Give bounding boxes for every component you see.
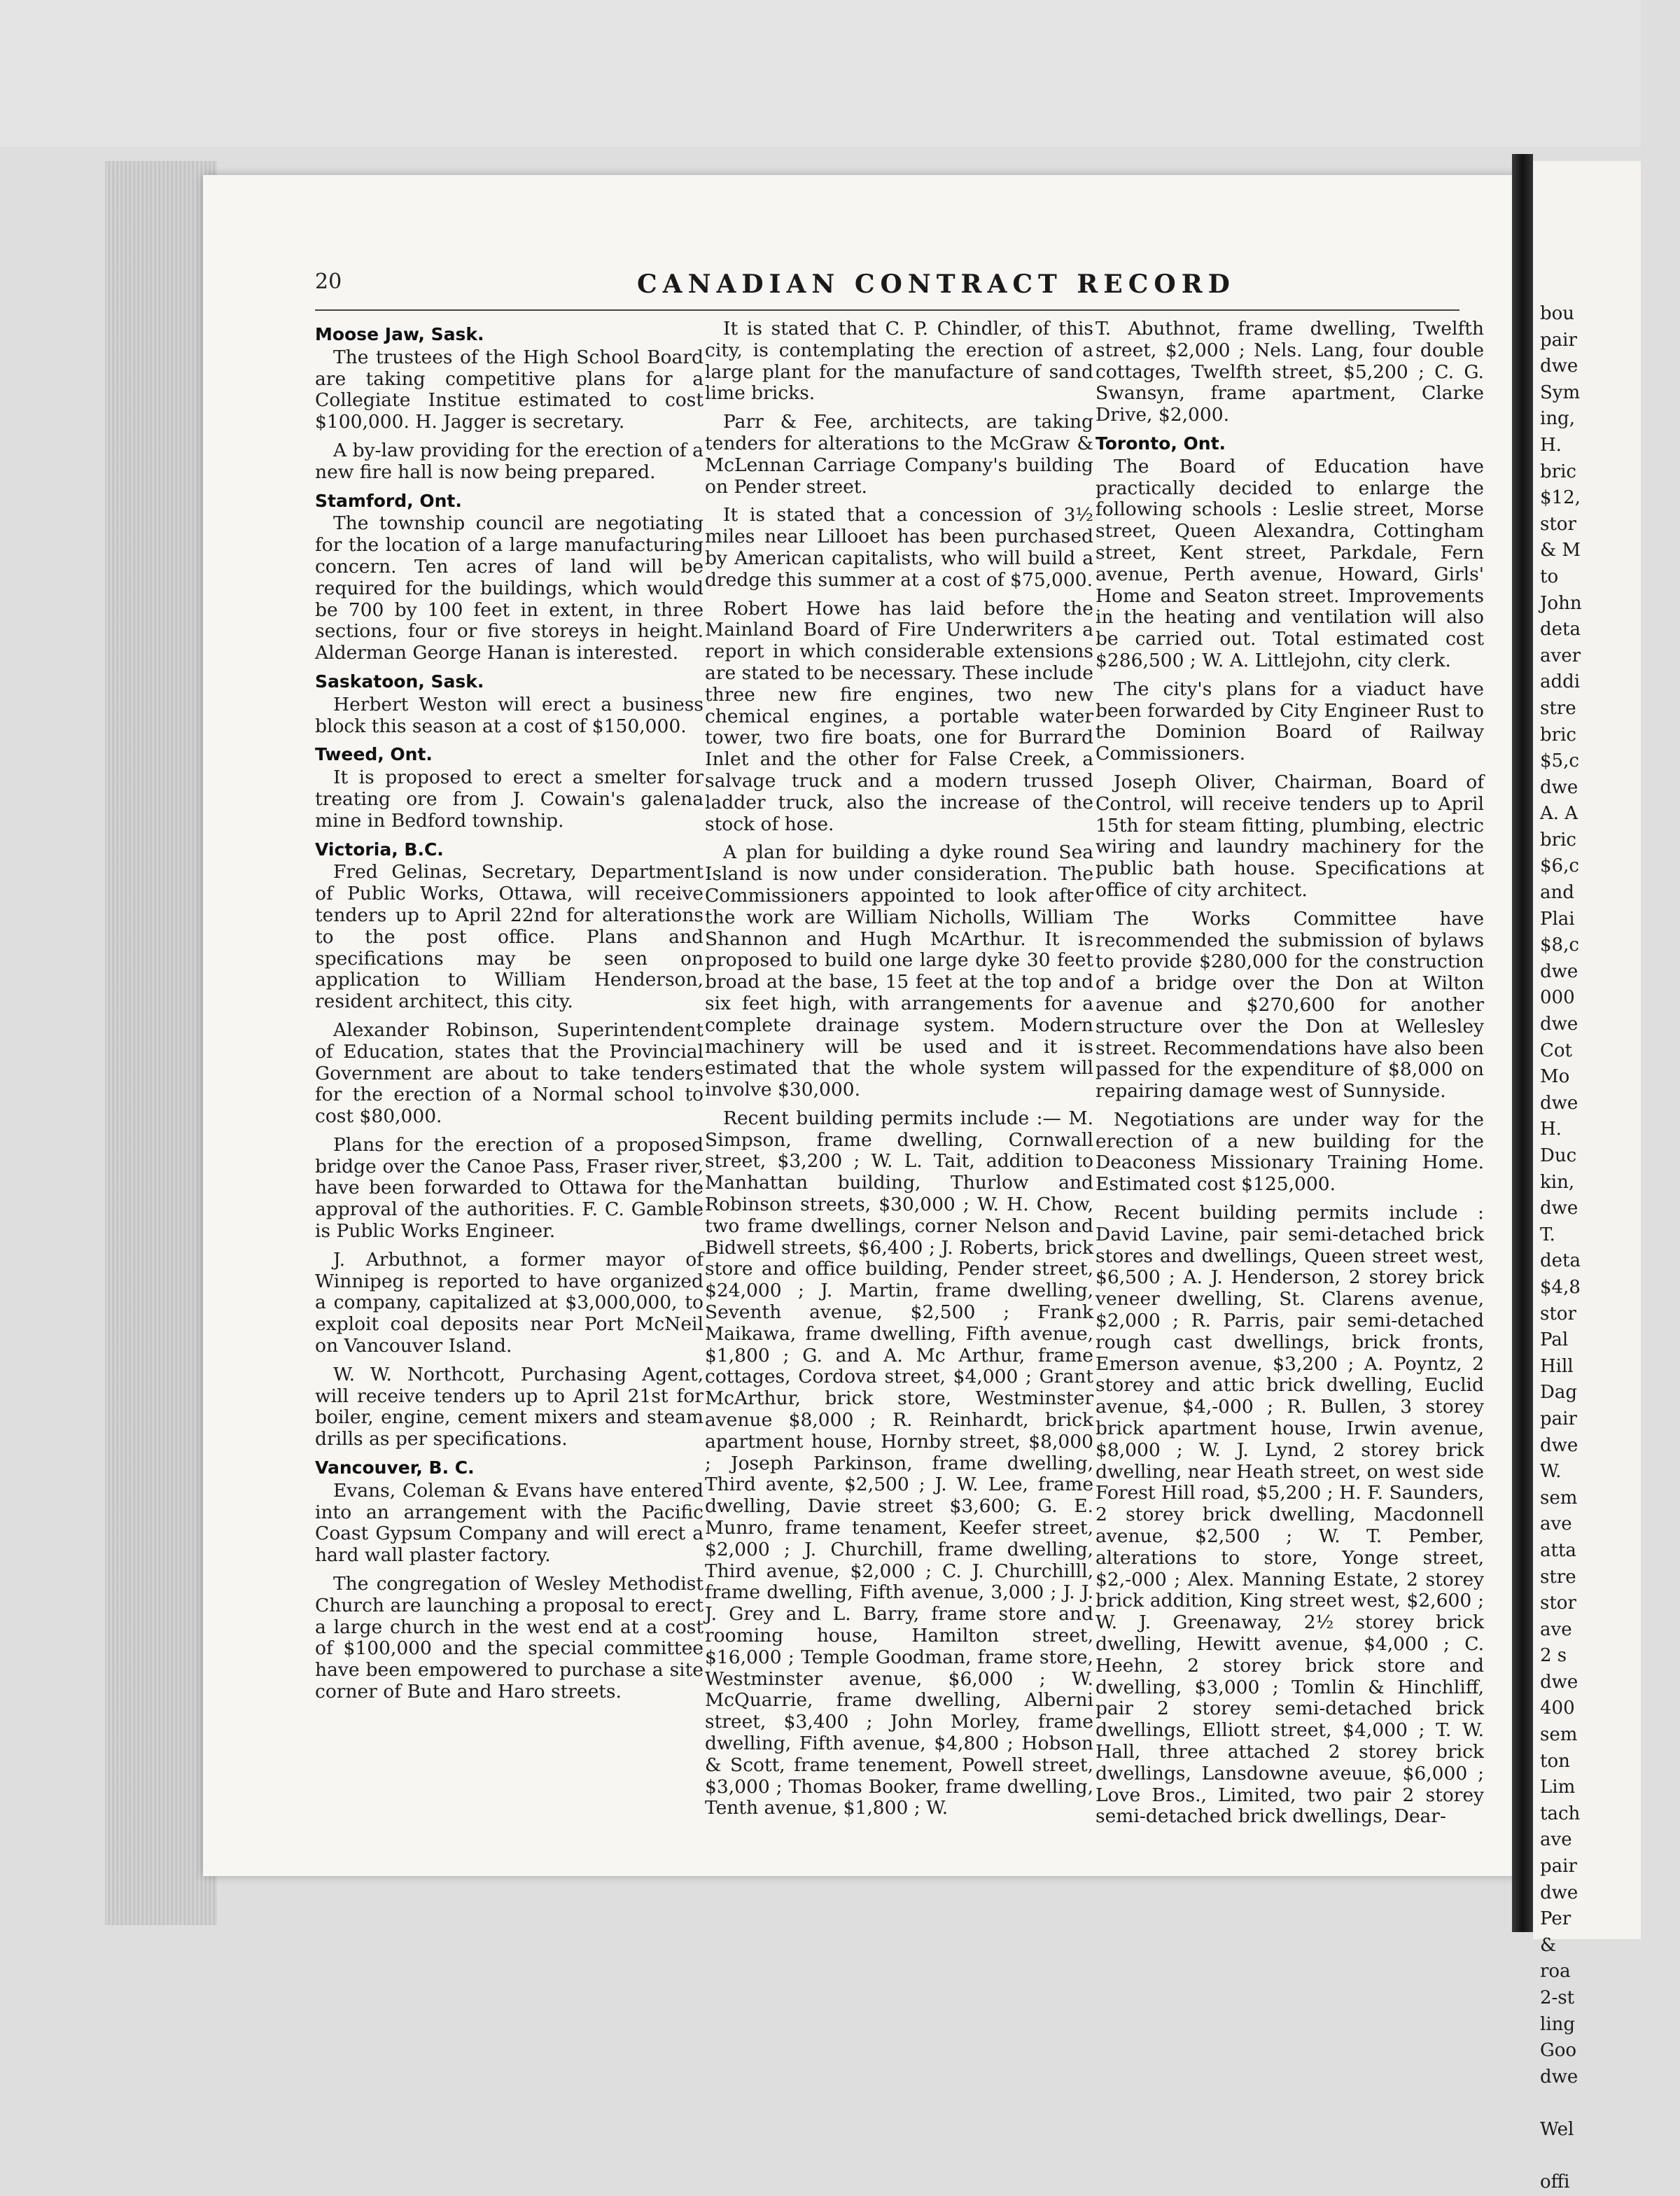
right-page-fragment: and — [1540, 882, 1574, 904]
article-paragraph: A by-law providing for the erection of a new fire hall is now being prepared. — [315, 439, 704, 483]
right-page-fragment: Plai — [1540, 908, 1575, 930]
article-paragraph: Alexander Robinson, Superintendent of Education, states that the Provincial Government are about to take tenders for the erection of a Normal school to cost $80,000. — [315, 1019, 704, 1128]
right-page-fragment: bric — [1540, 724, 1576, 746]
right-page-fragment: & — [1540, 1934, 1557, 1956]
right-page-fragment: $8,c — [1540, 935, 1579, 956]
section-heading: Saskatoon, Sask. — [315, 671, 484, 692]
right-page-fragment: Hill — [1540, 1355, 1574, 1377]
journal-title: CANADIAN CONTRACT RECORD — [637, 270, 1236, 299]
section-heading: Moose Jaw, Sask. — [315, 324, 484, 344]
book-page-edges — [105, 161, 217, 1925]
right-page-fragment: H. — [1540, 434, 1562, 456]
text-column-2 — [705, 319, 1093, 1826]
right-page-fragment: dwe — [1540, 1014, 1578, 1035]
right-page-fragment: bou — [1540, 303, 1575, 324]
article-paragraph: Plans for the erection of a proposed bridge over the Canoe Pass, Fraser river, have been forwarded to Ottawa for the approval of the authorities. F. C. Gamble is Public Works Engineer. — [315, 1133, 704, 1243]
right-page-fragment: 000 — [1540, 987, 1575, 1009]
right-page-fragment: ton — [1540, 1750, 1570, 1772]
right-page-fragment: dwe — [1540, 356, 1578, 377]
right-page-fragment: Duc — [1540, 1145, 1577, 1166]
right-page-fragment: pair — [1540, 1856, 1577, 1877]
article-paragraph: It is stated that C. P. Chindler, of this city, is contemplating the erection of a large plant for the manufacture of sand lime bricks. — [705, 318, 1093, 405]
article-paragraph: Joseph Oliver, Chairman, Board of Control, will receive tenders up to April 15th for steam fitting, plumbing, electric wiring and laundry machinery for the public bath house. Specifications at office of city architect. — [1096, 771, 1484, 901]
right-page-fragment: stor — [1540, 1593, 1576, 1614]
right-page-fragment: ave — [1540, 1829, 1572, 1851]
right-page-fragment: ling — [1540, 2013, 1576, 2035]
article-paragraph: The Works Committee have recommended the submission of bylaws to provide $280,000 for the construction of a bridge over the Don at Wilton avenue and $270,600 for another structure over the Don at Wellesley street. Recommendations have also been passed for the expenditure of $8,000 on repairing damage west of Sunnyside. — [1096, 907, 1484, 1103]
right-page-fragment: Lim — [1540, 1777, 1576, 1798]
right-page-fragment: bric — [1540, 829, 1576, 851]
right-page-fragment: dwe — [1540, 1434, 1578, 1456]
right-page-fragment: sem — [1540, 1487, 1578, 1509]
right-page-fragment: stor — [1540, 513, 1576, 535]
article-paragraph: J. Arbuthnot, a former mayor of Winnipeg is reported to have organized a company, capitalized at $3,000,000, to exploit coal deposits near Port McNeil on Vancouver Island. — [315, 1248, 704, 1357]
section-heading: Tweed, Ont. — [315, 744, 433, 765]
article-paragraph: Evans, Coleman & Evans have entered into an arrangement with the Pacific Coast Gypsum Company and will erect a hard wall plaster factory. — [315, 1479, 704, 1567]
right-page-fragment: stre — [1540, 1566, 1576, 1588]
right-page-fragment: Pal — [1540, 1329, 1569, 1351]
right-page-fragment: $4,8 — [1540, 1276, 1581, 1298]
right-page-fragment: dwe — [1540, 1671, 1578, 1693]
right-page-fragment: dwe — [1540, 1092, 1578, 1114]
page-number: 20 — [315, 270, 342, 294]
article-paragraph: The Board of Education have practically decided to enlarge the following schools : Leslie street, Morse street, Queen Alexandra, Cottingham street, Kent street, Parkdale, Fern avenue, Perth avenue, Howard, Girls' Home and Seaton street. Improvements in the heating and ventilation will also be carried out. Total estimated cost $286,500 ; W. A. Littlejohn, city clerk. — [1096, 455, 1484, 671]
text-column-1 — [315, 319, 704, 1710]
right-page-fragment: Sym — [1540, 382, 1581, 403]
right-page-fragment: Mo — [1540, 1066, 1570, 1088]
background — [0, 0, 1641, 147]
article-paragraph: T. Abuthnot, frame dwelling, Twelfth street, $2,000 ; Nels. Lang, four double cottages, Twelfth street, $5,200 ; C. G. Swansyn, frame apartment, Clarke Drive, $2,000. — [1096, 318, 1484, 426]
right-page-fragment: John — [1540, 592, 1582, 614]
article-paragraph: The congregation of Wesley Methodist Church are launching a proposal to erect a large church in the west end at a cost of $100,000 and the special committee have been empowered to purchase a site corner of Bute and Haro streets. — [315, 1573, 704, 1703]
article-paragraph: W. W. Northcott, Purchasing Agent, will receive tenders up to April 21st for boiler, engine, cement mixers and steam drills as per specifications. — [315, 1363, 704, 1450]
right-page-fragment: roa — [1540, 1961, 1571, 1982]
right-page-fragment: $6,c — [1540, 855, 1579, 877]
right-page-fragment: dwe — [1540, 1198, 1578, 1219]
section-heading: Victoria, B.C. — [315, 839, 444, 860]
right-page-fragment — [1540, 2143, 1680, 2170]
right-page-fragment: stor — [1540, 1303, 1576, 1324]
text-column-3 — [1096, 319, 1484, 1835]
right-page-fragment: ing, — [1540, 408, 1575, 430]
article-paragraph: It is stated that a concession of 3½ miles near Lillooet has been purchased by American capitalists, who will build a dredge this summer at a cost of $75,000. — [705, 504, 1093, 591]
right-page-fragment: deta — [1540, 1250, 1581, 1272]
right-page-fragment: 2-st — [1540, 1987, 1575, 2008]
right-page-fragment: Wel — [1540, 2118, 1574, 2140]
right-page-fragment: A. A — [1540, 803, 1578, 825]
article-paragraph: The township council are negotiating for the location of a large manufacturing concern. Ten acres of land will be required for the buildings, which would be 700 by 100 feet in extent, in three sections, four or five storeys in height. Alderman George Hanan is interested. — [315, 512, 704, 664]
header-rule — [315, 309, 1460, 311]
right-page-fragment: dwe — [1540, 1882, 1578, 1903]
right-page-fragment: addi — [1540, 671, 1581, 693]
article-paragraph: Parr & Fee, architects, are taking tenders for alterations to the McGraw & McLennan Carriage Company's building on Pender street. — [705, 411, 1093, 498]
right-page-fragment: 2 s — [1540, 1645, 1567, 1667]
page-header — [315, 270, 1463, 305]
right-page-fragment: dwe — [1540, 960, 1578, 982]
right-page-fragment: aver — [1540, 645, 1581, 666]
right-page-fragment: pair — [1540, 1408, 1577, 1429]
section-heading: Vancouver, B. C. — [315, 1457, 475, 1478]
right-page-fragment: pair — [1540, 329, 1577, 351]
right-page-fragment: T. — [1540, 1224, 1555, 1245]
article-paragraph: It is proposed to erect a smelter for treating ore from J. Cowain's galena mine in Bedford township. — [315, 767, 704, 832]
article-paragraph: The trustees of the High School Board are taking competitive plans for a Collegiate Institue estimated to cost $100,000. H. Jagger is secretary. — [315, 346, 704, 433]
right-page-fragment: tach — [1540, 1803, 1581, 1824]
right-page-fragment: Dag — [1540, 1382, 1577, 1404]
right-page-fragment: H. — [1540, 1119, 1562, 1140]
right-page-fragment: dwe — [1540, 776, 1578, 798]
article-paragraph: Recent building permits include : David Lavine, pair semi-detached brick stores and dwellings, Queen street west, $6,500 ; A. J. Henderson, 2 storey brick veneer dwelling, St. Clarens avenue, $2,000 ; R. Parris, pair semi-detached rough cast dwellings, brick fronts, Emerson avenue, $3,200 ; A. Poyntz, 2 storey and attic brick dwelling, Euclid avenue, $4,-000 ; R. Bullen, 3 storey brick apartment house, Irwin avenue, $8,000 ; W. J. Lynd, 2 storey brick dwelling, near Heath street, on west side Forest Hill road, $5,200 ; H. F. Saunders, 2 storey brick dwelling, Macdonnell avenue, $2,500 ; W. T. Pember, alterations to store, Yonge street, $2,-000 ; Alex. Manning Estate, 2 storey brick addition, King street west, $2,600 ; W. J. Greenaway, 2½ storey brick dwelling, Hewitt avenue, $4,000 ; C. Heehn, 2 storey brick store and dwelling, $3,000 ; Tomlin & Hinchliff, pair 2 storey semi-detached brick dwellings, Elliott street, $4,000 ; T. W. Hall, three attached 2 storey brick dwellings, Lansdowne aveuue, $6,000 ; Love Bros., Limited, two pair 2 storey semi-detached brick dwellings, Dear- — [1096, 1202, 1484, 1828]
right-page-fragment: Goo — [1540, 2040, 1577, 2062]
right-page-fragment: bric — [1540, 461, 1576, 482]
right-page-fragment: offi — [1540, 2171, 1570, 2193]
book-gutter — [1512, 154, 1533, 1932]
right-page-fragment: Per — [1540, 1908, 1572, 1930]
right-page-fragment: dwe — [1540, 2066, 1578, 2087]
article-paragraph: The city's plans for a viaduct have been forwarded by City Engineer Rust to the Dominion Board of Railway Commissioners. — [1096, 678, 1484, 765]
right-page-fragment: & M — [1540, 540, 1581, 561]
right-page-fragment: $12, — [1540, 487, 1581, 509]
article-paragraph: A plan for building a dyke round Sea Island is now under consideration. The Commissioners appointed to look after the work are William Nicholls, William Shannon and Hugh McArthur. It is proposed to build one large dyke 30 feet broad at the base, 15 feet at the top and six feet high, with arrangements for a complete drainage system. Modern machinery will be used and it is estimated that the whole system will involve $30,000. — [705, 841, 1093, 1101]
article-paragraph: Robert Howe has laid before the Mainland Board of Fire Underwriters a report in which considerable extensions are stated to be necessary. These include three new fire engines, two new chemical engines, a portable water tower, two fire boats, one for Burrard Inlet and the other for False Creek, a salvage truck and a modern trussed ladder truck, also the increase of the stock of hose. — [705, 597, 1093, 835]
article-paragraph: Negotiations are under way for the erection of a new building for the Deaconess Missionary Training Home. Estimated cost $125,000. — [1096, 1108, 1484, 1196]
article-paragraph: Herbert Weston will erect a business block this season at a cost of $150,000. — [315, 693, 704, 737]
right-page-fragment: kin, — [1540, 1171, 1575, 1193]
right-page-text-fragments — [1540, 301, 1680, 2196]
right-page-fragment: deta — [1540, 619, 1581, 641]
article-paragraph: Recent building permits include :— M. Simpson, frame dwelling, Cornwall street, $3,200 ; W. L. Tait, addition to Manhattan building, Thurlow and Robinson streets, $30,000 ; W. H. Chow, two frame dwellings, corner Nelson and Bidwell streets, $6,400 ; J. Roberts, brick store and office building, Pender street, $24,000 ; J. Martin, frame dwelling, Seventh avenue, $2,500 ; Frank Maikawa, frame dwelling, Fifth avenue, $1,800 ; G. and A. Mc Arthur, frame cottages, Cordova street, $4,000 ; Grant McArthur, brick store, Westminster avenue $8,000 ; R. Reinhardt, brick apartment house, Hornby street, $8,000 ; Joseph Parkinson, frame dwelling, Third avente, $2,500 ; J. W. Lee, frame dwelling, Davie street $3,600; G. E. Munro, frame tenament, Keefer street, $2,000 ; J. Churchill, frame dwelling, Third avenue, $2,000 ; C. J. Churchilll, frame dwelling, Fifth avenue, 3,000 ; J. J. J. Grey and L. Barry, frame store and rooming house, Hamilton street, $16,000 ; Temple Goodman, frame store, Westminster avenue, $6,000 ; W. McQuarrie, frame dwelling, Alberni street, $3,400 ; John Morley, frame dwelling, Fifth avenue, $4,800 ; Hobson & Scott, frame tenement, Powell street, $3,000 ; Thomas Booker, frame dwelling, Tenth avenue, $1,800 ; W. — [705, 1107, 1093, 1819]
right-page-fragment: to — [1540, 566, 1559, 587]
right-page-fragment: atta — [1540, 1539, 1576, 1561]
right-page-fragment: sem — [1540, 1724, 1578, 1746]
article-paragraph: Fred Gelinas, Secretary, Department of Public Works, Ottawa, will receive tenders up to April 22nd for alterations to the post office. Plans and specifications may be seen on application to William Henderson, resident architect, this city. — [315, 861, 704, 1013]
right-page-fragment: $5,c — [1540, 750, 1579, 772]
right-page-fragment: W. — [1540, 1461, 1562, 1483]
right-page-fragment — [1540, 2090, 1680, 2117]
section-heading: Toronto, Ont. — [1096, 433, 1226, 454]
right-page-fragment: Cot — [1540, 1040, 1572, 1061]
section-heading: Stamford, Ont. — [315, 490, 462, 511]
right-page-fragment: ave — [1540, 1513, 1572, 1535]
right-page-fragment: stre — [1540, 697, 1576, 719]
right-page-fragment: 400 — [1540, 1698, 1575, 1719]
right-page — [1533, 161, 1641, 2193]
right-page-fragment: ave — [1540, 1618, 1572, 1640]
